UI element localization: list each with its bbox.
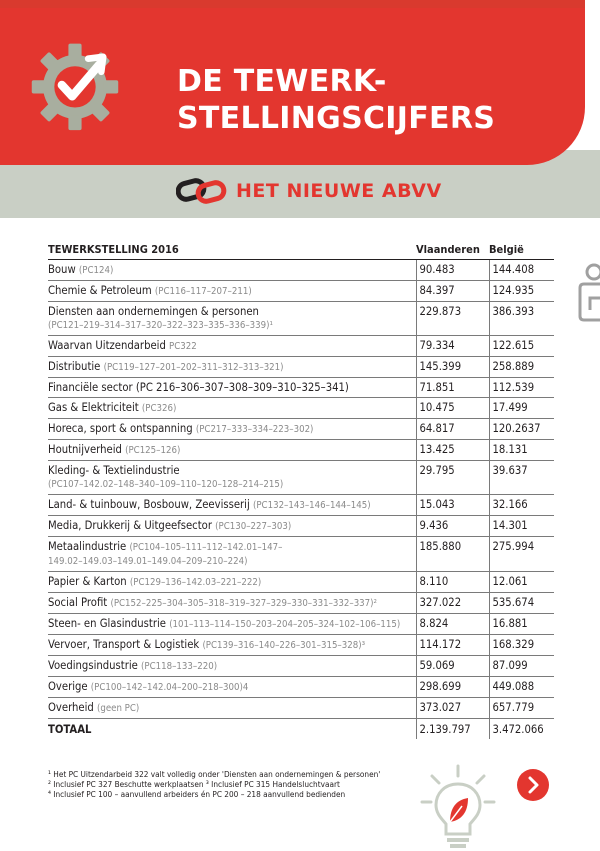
table-header-row xyxy=(48,243,554,260)
value-belgie: 87.099 xyxy=(489,656,554,677)
value-belgie: 120.2637 xyxy=(489,419,554,440)
row-sector xyxy=(48,419,416,440)
value-belgie: 258.889 xyxy=(489,357,554,378)
value-vlaanderen: 327.022 xyxy=(416,593,489,614)
row-sector xyxy=(48,635,416,656)
sector-pc-codes: (PC104–105–111–112–142.01–147– xyxy=(129,542,283,553)
header-label: TEWERKSTELLING 2016 xyxy=(48,243,416,260)
value-belgie: 12.061 xyxy=(489,572,554,593)
row-sector xyxy=(48,537,416,572)
value-vlaanderen: 298.699 xyxy=(416,677,489,698)
total-row xyxy=(48,719,554,740)
value-belgie: 144.408 xyxy=(489,260,554,281)
sector-pc-codes: (PC139–316–140–226–301–315–328)³ xyxy=(202,640,366,651)
value-vlaanderen: 59.069 xyxy=(416,656,489,677)
chevron-right-icon xyxy=(517,769,549,801)
sector-name: Steen- en Glasindustrie xyxy=(48,617,166,630)
footnote-2: ² Inclusief PC 327 Beschutte werkplaatsen ³ Inclusief PC 315 Handelsluchtvaart xyxy=(48,779,340,789)
value-vlaanderen: 84.397 xyxy=(416,281,489,302)
org-logo xyxy=(176,176,442,206)
value-belgie: 124.935 xyxy=(489,281,554,302)
row-sector xyxy=(48,378,416,398)
row-sector xyxy=(48,302,416,336)
sector-name: Houtnijverheid xyxy=(48,443,122,456)
value-belgie: 657.779 xyxy=(489,698,554,719)
table-row xyxy=(48,302,554,336)
sector-pc-codes: (PC217–333–334–223–302) xyxy=(195,424,314,435)
sector-pc-codes: (PC116–117–207–211) xyxy=(154,286,252,297)
row-sector xyxy=(48,698,416,719)
table-row xyxy=(48,440,554,461)
sector-name: Distributie xyxy=(48,360,101,373)
value-vlaanderen: 15.043 xyxy=(416,495,489,516)
value-vlaanderen: 9.436 xyxy=(416,516,489,537)
table-row xyxy=(48,281,554,302)
sector-name: Papier & Karton xyxy=(48,575,127,588)
row-sector xyxy=(48,677,416,698)
gear-check-icon xyxy=(28,38,122,132)
person-icon xyxy=(578,262,600,334)
sector-name: Bouw xyxy=(48,263,76,276)
table-row xyxy=(48,698,554,719)
value-vlaanderen: 79.334 xyxy=(416,336,489,357)
table-row xyxy=(48,419,554,440)
row-sector xyxy=(48,516,416,537)
title-line-2: STELLINGSCIJFERS xyxy=(177,101,496,136)
value-vlaanderen: 90.483 xyxy=(416,260,489,281)
table-row xyxy=(48,572,554,593)
title-line-1: DE TEWERK- xyxy=(177,64,387,99)
sector-pc-codes: (geen PC) xyxy=(96,703,140,714)
sector-name: Overheid xyxy=(48,701,94,714)
table-row xyxy=(48,656,554,677)
value-vlaanderen: 29.795 xyxy=(416,461,489,495)
table-row xyxy=(48,461,554,495)
value-vlaanderen: 114.172 xyxy=(416,635,489,656)
row-sector xyxy=(48,593,416,614)
sector-pc-codes: (PC100–142–142.04–200–218–300)4 xyxy=(90,682,249,693)
value-belgie: 168.329 xyxy=(489,635,554,656)
row-sector xyxy=(48,440,416,461)
value-vlaanderen: 71.851 xyxy=(416,378,489,398)
value-vlaanderen: 229.873 xyxy=(416,302,489,336)
value-vlaanderen: 145.399 xyxy=(416,357,489,378)
value-belgie: 535.674 xyxy=(489,593,554,614)
row-sector xyxy=(48,398,416,419)
sector-name: Metaalindustrie xyxy=(48,540,127,553)
row-sector xyxy=(48,614,416,635)
sector-pc-codes: (PC152–225–304–305–318–319–327–329–330–331–332–337)² xyxy=(110,598,377,609)
table-row xyxy=(48,537,554,572)
sector-name: Chemie & Petroleum xyxy=(48,284,152,297)
value-vlaanderen: 8.824 xyxy=(416,614,489,635)
value-belgie: 112.539 xyxy=(489,378,554,398)
sector-pc-codes: (PC132–143–146–144–145) xyxy=(252,500,371,511)
employment-table xyxy=(48,243,554,739)
sector-pc-codes-continued: (PC121–219–314–317–320–322–323–335–336–339)¹ xyxy=(48,320,273,331)
sector-name: Gas & Elektriciteit xyxy=(48,401,139,414)
sector-name: Overige xyxy=(48,680,88,693)
org-name: HET NIEUWE ABVV xyxy=(236,180,442,202)
sector-name: Social Profit xyxy=(48,596,108,609)
header-belgie: België xyxy=(489,243,554,260)
sector-name: Diensten aan ondernemingen & personen xyxy=(48,305,259,318)
table-row xyxy=(48,336,554,357)
row-sector xyxy=(48,336,416,357)
sector-pc-codes-continued: 149.02–149.03–149.01–149.04–209–210–224) xyxy=(48,556,248,567)
footnotes xyxy=(48,769,380,799)
value-vlaanderen: 185.880 xyxy=(416,537,489,572)
total-belgie: 3.472.066 xyxy=(489,719,554,740)
value-vlaanderen: 8.110 xyxy=(416,572,489,593)
value-vlaanderen: 10.475 xyxy=(416,398,489,419)
row-sector xyxy=(48,461,416,495)
table-row xyxy=(48,357,554,378)
value-vlaanderen: 373.027 xyxy=(416,698,489,719)
sector-name: Horeca, sport & ontspanning xyxy=(48,422,193,435)
value-belgie: 17.499 xyxy=(489,398,554,419)
table-row xyxy=(48,614,554,635)
sector-pc-codes: (PC118–133–220) xyxy=(141,661,218,672)
sector-name: Kleding- & Textielindustrie xyxy=(48,464,180,477)
page-title xyxy=(177,63,495,137)
value-belgie: 386.393 xyxy=(489,302,554,336)
row-sector xyxy=(48,495,416,516)
row-sector xyxy=(48,656,416,677)
next-page-button[interactable] xyxy=(517,769,549,801)
chain-link-icon xyxy=(176,176,228,206)
header-vlaanderen: Vlaanderen xyxy=(416,243,489,260)
table-row xyxy=(48,516,554,537)
row-sector xyxy=(48,281,416,302)
value-belgie: 275.994 xyxy=(489,537,554,572)
table-row xyxy=(48,635,554,656)
value-vlaanderen: 64.817 xyxy=(416,419,489,440)
table-row xyxy=(48,677,554,698)
value-belgie: 14.301 xyxy=(489,516,554,537)
value-belgie: 32.166 xyxy=(489,495,554,516)
footnote-3: ⁴ Inclusief PC 100 – aanvullend arbeiders én PC 200 – 218 aanvullend bedienden xyxy=(48,789,346,799)
value-belgie: 122.615 xyxy=(489,336,554,357)
sector-pc-codes-continued: (PC107–142.02–148–340–109–110–120–128–214–215) xyxy=(48,479,284,490)
table-row xyxy=(48,260,554,281)
row-sector xyxy=(48,260,416,281)
sector-pc-codes: (PC124) xyxy=(78,265,114,276)
row-sector xyxy=(48,572,416,593)
sector-pc-codes: (PC125–126) xyxy=(125,445,181,456)
table-row xyxy=(48,398,554,419)
row-sector xyxy=(48,357,416,378)
table-row xyxy=(48,495,554,516)
sector-name: Land- & tuinbouw, Bosbouw, Zeevisserij xyxy=(48,498,250,511)
sector-name: Financiële sector (PC 216–306–307–308–309–310–325–341) xyxy=(48,381,349,394)
sector-name: Waarvan Uitzendarbeid xyxy=(48,339,166,352)
sector-name: Voedingsindustrie xyxy=(48,659,138,672)
table-row xyxy=(48,378,554,398)
value-vlaanderen: 13.425 xyxy=(416,440,489,461)
lightbulb-leaf-icon xyxy=(420,762,496,851)
total-vlaanderen: 2.139.797 xyxy=(416,719,489,740)
sector-pc-codes: (PC119–127–201–202–311–312–313–321) xyxy=(103,362,284,373)
sector-name: Vervoer, Transport & Logistiek xyxy=(48,638,200,651)
value-belgie: 449.088 xyxy=(489,677,554,698)
sector-pc-codes: PC322 xyxy=(169,341,197,352)
table-row xyxy=(48,593,554,614)
sector-pc-codes: (PC326) xyxy=(141,403,177,414)
sector-name: Media, Drukkerij & Uitgeefsector xyxy=(48,519,212,532)
sector-pc-codes: (PC129–136–142.03–221–222) xyxy=(129,577,262,588)
sector-pc-codes: (PC130–227–303) xyxy=(215,521,292,532)
sector-pc-codes: (101–113–114–150–203–204–205–324–102–106–115) xyxy=(169,619,401,630)
footnote-1: ¹ Het PC Uitzendarbeid 322 valt volledig onder 'Diensten aan ondernemingen & personen' xyxy=(48,769,381,779)
value-belgie: 18.131 xyxy=(489,440,554,461)
total-label: TOTAAL xyxy=(48,723,92,736)
value-belgie: 39.637 xyxy=(489,461,554,495)
value-belgie: 16.881 xyxy=(489,614,554,635)
